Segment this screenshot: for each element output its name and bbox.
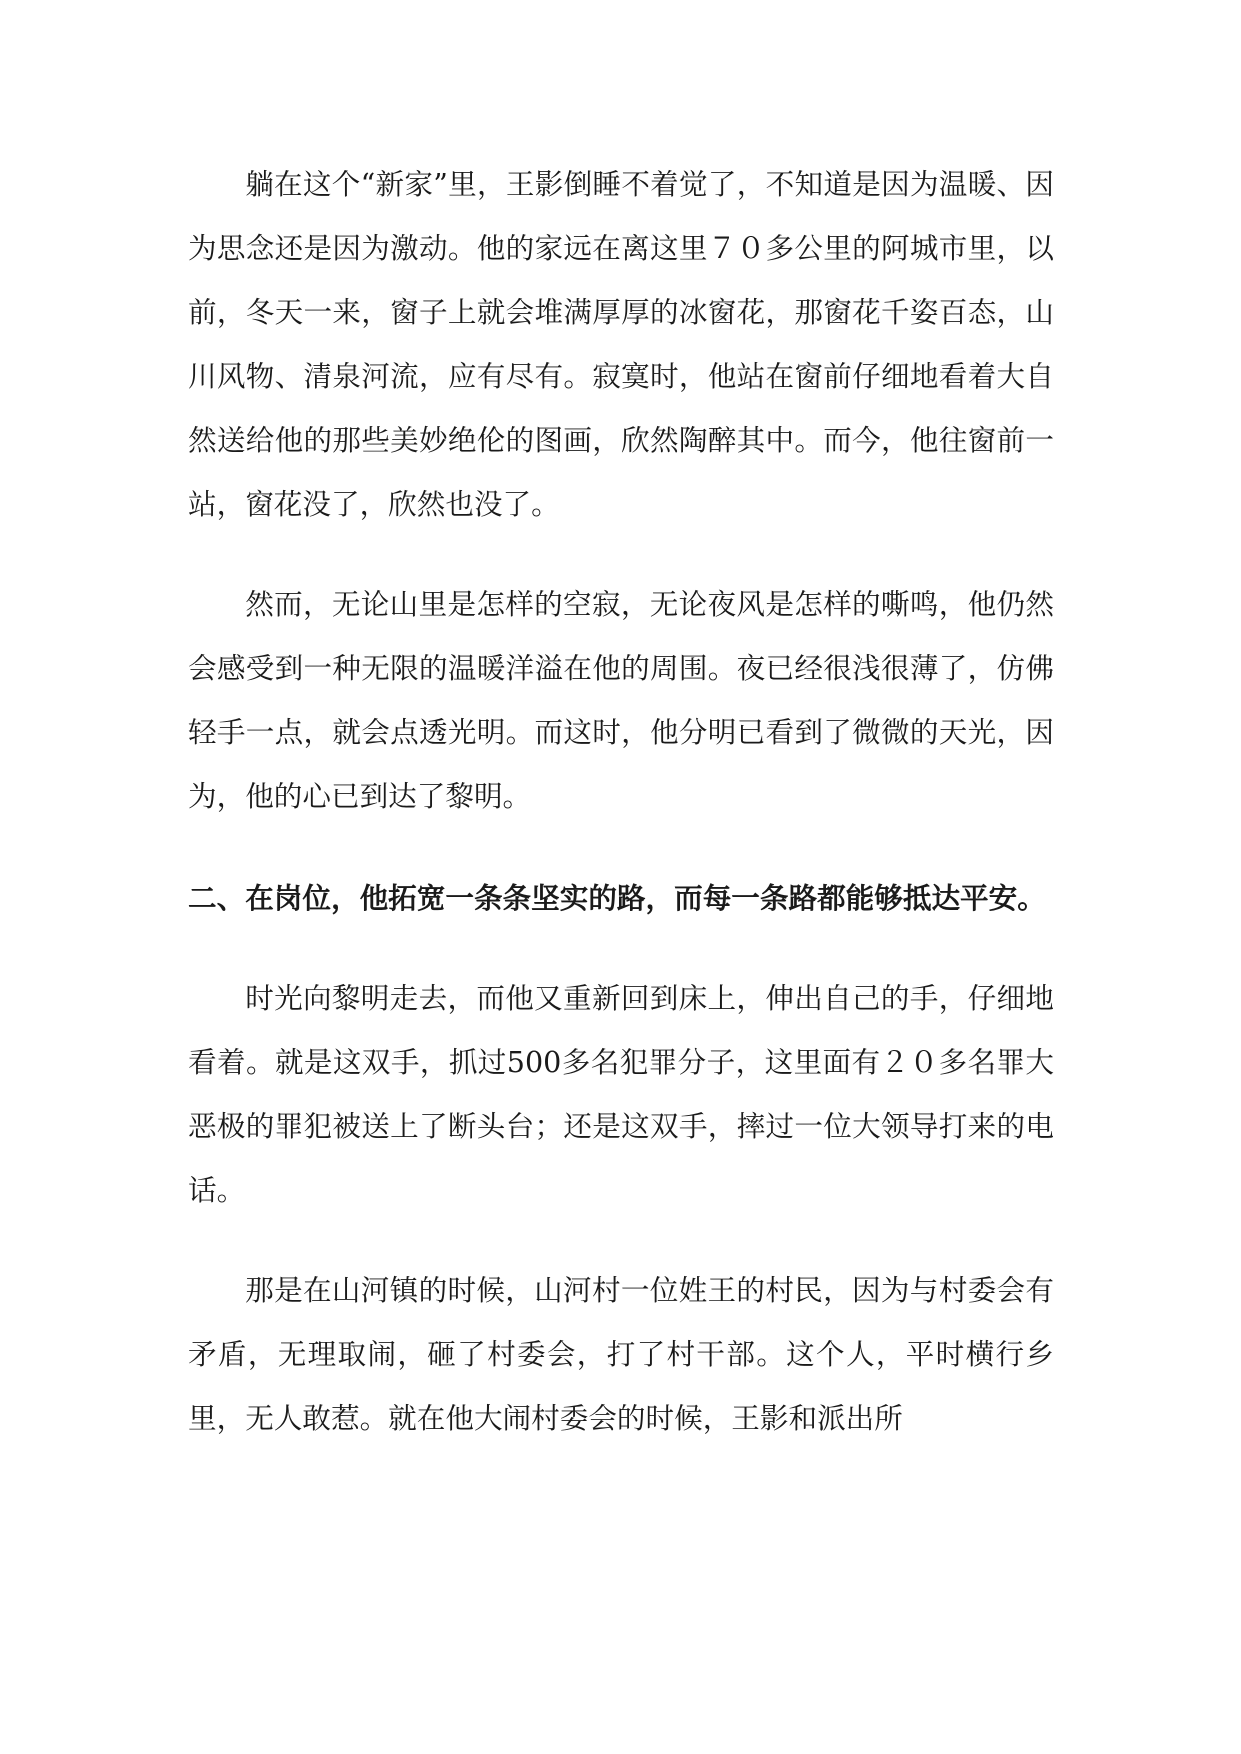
paragraph-new-home: 躺在这个“新家”里，王影倒睡不着觉了，不知道是因为温暖、因为思念还是因为激动。他的家远在离这里７０多公里的阿城市里，以前，冬天一来，窗子上就会堆满厚厚的冰窗花，那窗花千姿百态，山川风物、清泉河流，应有尽有。寂寞时，他站在窗前仔细地看着大自然送给他的那些美妙绝伦的图画，欣然陶醉其中。而今，他往窗前一站，窗花没了，欣然也没了。 (188, 167, 1054, 521)
paragraph-hands: 时光向黎明走去，而他又重新回到床上，伸出自己的手，仔细地看着。就是这双手，抓过500多名犯罪分子，这里面有２０多名罪大恶极的罪犯被送上了断头台；还是这双手，摔过一位大领导打来的电话。 (188, 981, 1054, 1207)
section-heading: 二、在岗位，他拓宽一条条坚实的路，而每一条路都能够抵达平安。 (188, 881, 1046, 915)
paragraph-shanhe-town: 那是在山河镇的时候，山河村一位姓王的村民，因为与村委会有矛盾，无理取闹，砸了村委会，打了村干部。这个人，平时横行乡里，无人敢惹。就在他大闹村委会的时候，王影和派出所 (188, 1273, 1054, 1435)
document-body (188, 152, 1054, 1450)
paragraph-dawn: 然而，无论山里是怎样的空寂，无论夜风是怎样的嘶鸣，他仍然会感受到一种无限的温暖洋溢在他的周围。夜已经很浅很薄了，仿佛轻手一点，就会点透光明。而这时，他分明已看到了微微的天光，因为，他的心已到达了黎明。 (188, 587, 1054, 813)
